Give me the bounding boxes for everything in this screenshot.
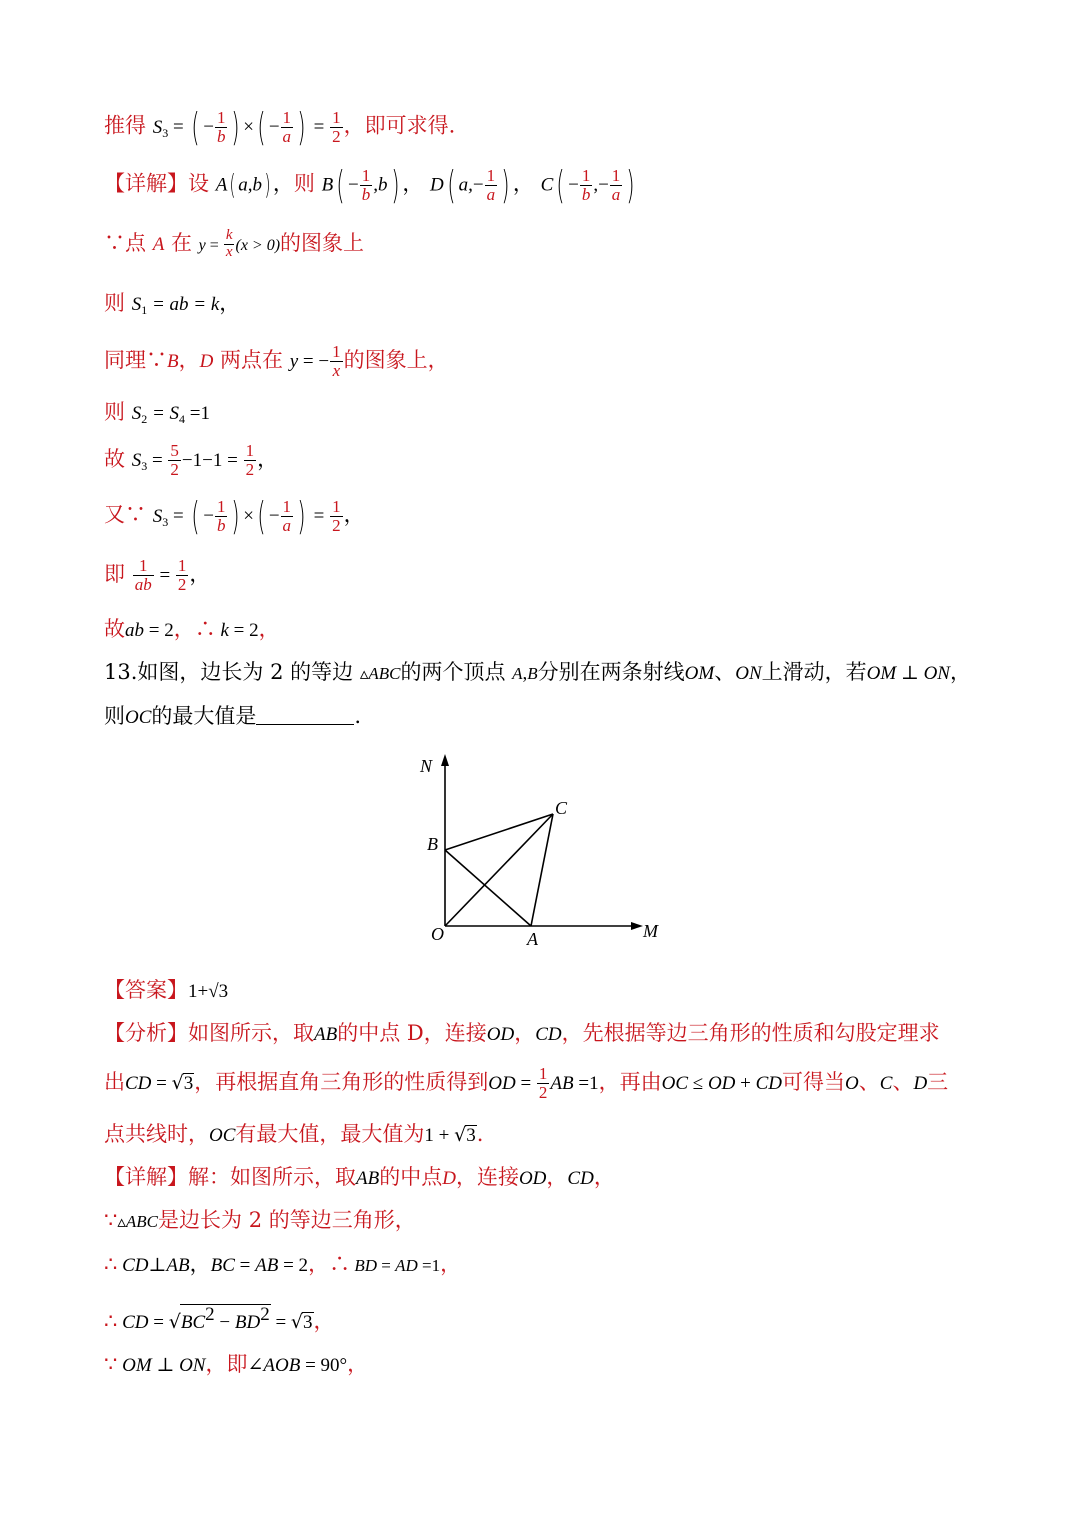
text: ，即 <box>205 1352 248 1376</box>
label-A: A <box>527 929 538 949</box>
text: ∴ <box>104 1252 118 1276</box>
fraction: $\frac{1}{2}$ <box>332 496 341 535</box>
question-13-line-2: 则OC的最大值是 . <box>104 704 362 728</box>
text: ∴ <box>104 1309 118 1333</box>
analysis-label: 【分析】 <box>104 1021 188 1045</box>
text: ∵点 <box>104 230 146 255</box>
text: 在 <box>170 230 192 255</box>
text: 的最大值是 <box>151 704 257 728</box>
math: − <box>268 116 280 138</box>
fraction: $\frac{1}{b}$ <box>216 107 226 146</box>
segment-BC <box>445 814 553 850</box>
text: 的中点 D，连接 <box>337 1021 487 1045</box>
fraction: $\frac{1}{2}$ <box>177 556 187 594</box>
text: ∵ <box>104 1208 118 1232</box>
line-10: 故ab = 2，∴ k = 2， <box>104 617 280 641</box>
math: ) <box>231 105 240 149</box>
detail-label: 【详解】 <box>104 1165 188 1189</box>
text: ，再根据直角三角形的性质得到 <box>194 1069 489 1094</box>
math: ( <box>556 163 565 207</box>
math: = <box>308 116 330 138</box>
math: ) <box>501 163 510 207</box>
line-5: 同理∵B，D 两点在 y = − $\frac{1}{x}$ 的图象上， <box>104 342 449 380</box>
text: 则 <box>104 704 125 728</box>
math: ( <box>336 163 345 207</box>
text: 则 <box>104 291 125 315</box>
text: ， <box>440 1252 462 1276</box>
text: ， <box>258 617 280 641</box>
text: 如图所示，取 <box>188 1021 314 1045</box>
text: 上滑动，若 <box>761 660 867 684</box>
detail-line-4: ∴ CD = $√BC^2 - BD^2 = √3$， <box>104 1304 335 1333</box>
analysis-line-2: 出CD = √3，再根据直角三角形的性质得到OD = $\frac{1}{2}$ AB =1，再由OC ≤ OD + CD可得当O、C、D三 <box>104 1064 949 1102</box>
math: A <box>215 174 228 196</box>
fraction: $\frac{1}{b}$ <box>581 165 591 204</box>
math: A <box>152 233 165 255</box>
detail-line-5: ∵ OM ⊥ ON，即∠AOB = 90°， <box>104 1352 369 1376</box>
text: ，∴ <box>173 617 216 641</box>
math: y <box>289 350 299 372</box>
answer-value: 1+√3 <box>188 981 229 1002</box>
math: = <box>168 116 189 138</box>
text: 解：如图所示，取 <box>188 1165 356 1189</box>
fraction: $\frac{1}{2}$ <box>538 1064 548 1102</box>
fraction: $\frac{1}{b}$ <box>361 165 371 204</box>
text: 可得当 <box>782 1069 846 1094</box>
math: $S_1$ = ab = k <box>131 294 220 317</box>
line-9: 即 $\frac{1}{ab}$ = $\frac{1}{2}$ ， <box>104 556 211 594</box>
text: ， <box>593 1165 615 1189</box>
segment-OC <box>445 814 553 926</box>
math: − <box>203 116 214 138</box>
answer-line <box>104 980 228 1001</box>
math: ( <box>257 105 266 149</box>
text: 点共线时， <box>104 1122 209 1146</box>
math: a,b <box>238 174 262 196</box>
fraction: $\frac{1}{x}$ <box>332 342 341 380</box>
text: 同理∵ <box>104 347 167 372</box>
segment-AB <box>445 850 531 926</box>
line-7: 故 $S_3$ = $\frac{5}{2}$ −1−1 = $\frac{1}{2}$ ， <box>104 441 279 479</box>
line-2: 【详解】设 A( a,b) ，则 B( − $\frac{1}{b}$ ,b) ， D( a,− $\frac{1}{a}$ ) ， C( − $\frac{1}{b}$ ,− $\frac{1}{a}$ ) <box>104 163 635 207</box>
analysis-line-1: 【分析】如图所示，取AB的中点 D，连接OD，CD，先根据等边三角形的性质和勾股定理求 <box>104 1021 940 1045</box>
math: $S_3$ <box>152 116 169 140</box>
line-8: 又∵ $S_3$ = ( − $\frac{1}{b}$ ) ×( − $\frac{1}{a}$ ) = $\frac{1}{2}$ ， <box>104 494 365 538</box>
math: ) <box>390 163 400 207</box>
text: 三 <box>927 1069 949 1094</box>
label-C: C <box>555 798 568 818</box>
text: 推得 <box>104 113 146 138</box>
text: 设 <box>188 171 209 196</box>
fraction: $\frac{1}{a}$ <box>486 165 496 204</box>
text: 两点在 <box>220 347 284 372</box>
fraction: $\frac{1}{2}$ <box>332 107 341 146</box>
line-3: ∵点 A 在 y = $\frac{k}{x}$ (x > 0)的图象上 <box>104 227 365 260</box>
geometry-figure <box>415 752 675 952</box>
text: 分别在两条射线 <box>537 660 685 684</box>
math: C <box>540 174 554 196</box>
text: ， <box>347 1352 369 1376</box>
text: 即 <box>104 561 125 586</box>
math: $S_2 = S_4$ <box>131 403 186 426</box>
math: ( <box>447 163 456 207</box>
text: ， <box>308 1252 330 1276</box>
math: $S_3$ <box>131 449 148 473</box>
text: 是边长为 2 的等边三角形， <box>158 1208 416 1232</box>
text: 故 <box>104 617 125 641</box>
fraction: $\frac{1}{a}$ <box>282 496 292 535</box>
math: ) <box>297 105 306 149</box>
text: ， <box>313 1309 335 1333</box>
fraction: $\frac{1}{ab}$ <box>134 556 152 594</box>
label-M: M <box>643 921 658 941</box>
text: 则 <box>104 400 125 424</box>
fraction: $\frac{1}{a}$ <box>282 107 292 146</box>
answer-label: 【答案】 <box>104 978 188 1002</box>
text: 有最大值，最大值为 <box>235 1122 425 1146</box>
arrow-M <box>631 922 643 930</box>
math: y <box>198 236 206 254</box>
math: ) <box>264 168 271 201</box>
fraction: $\frac{5}{2}$ <box>170 441 179 479</box>
math: ) <box>626 163 635 207</box>
text: 的中点 <box>379 1165 443 1189</box>
text: ，再由 <box>598 1069 662 1094</box>
detail-label: 【详解】 <box>104 171 188 196</box>
question-number: 13. <box>104 660 138 684</box>
math: ( <box>229 168 236 201</box>
line-6: 则 $S_2 = S_4 =1$ <box>104 400 210 426</box>
math: × <box>243 116 254 138</box>
arrow-N <box>441 754 449 766</box>
text: ∴ <box>329 1252 351 1276</box>
text: ， <box>949 660 971 684</box>
segment-CA <box>531 814 553 926</box>
math: ( <box>191 105 200 149</box>
line-1 <box>104 105 456 149</box>
analysis-line-3: 点共线时，OC有最大值，最大值为1 + √3. <box>104 1122 484 1146</box>
text: ，即可求得. <box>343 113 456 138</box>
text: . <box>354 704 362 728</box>
answer-blank <box>256 706 354 725</box>
text: 的图象上， <box>343 347 449 372</box>
text: 如图，边长为 2 的等边 <box>137 660 354 684</box>
text: 、 <box>714 660 736 684</box>
question-13-line-1: 13.如图，边长为 2 的等边 ▵ABC的两个顶点 A,B分别在两条射线OM、ON上滑动，若OM ⊥ ON， <box>104 660 971 684</box>
fraction: $\frac{k}{x}$ <box>225 227 233 260</box>
text: ∵ <box>104 1352 118 1376</box>
label-N: N <box>420 756 433 776</box>
label-O: O <box>431 924 444 944</box>
math: $S_3$ <box>152 505 169 529</box>
line-4: 则 $S_1$ = ab = k， <box>104 291 241 317</box>
text: 出 <box>104 1069 125 1094</box>
detail-line-2: ∵▵ABC是边长为 2 的等边三角形， <box>104 1208 416 1232</box>
fraction: $\frac{1}{a}$ <box>611 165 621 204</box>
text: 故 <box>104 446 125 471</box>
fraction: $\frac{1}{2}$ <box>245 441 255 479</box>
text: ，先根据等边三角形的性质和勾股定理求 <box>561 1021 940 1045</box>
math: D <box>430 174 444 196</box>
detail-line-3: ∴ CD⊥AB，BC = AB = 2，∴ BD = AD =1， <box>104 1252 462 1276</box>
text: 的两个顶点 <box>400 660 506 684</box>
text: ，连接 <box>455 1165 519 1189</box>
text: 又∵ <box>104 502 146 527</box>
fraction: $\frac{1}{b}$ <box>216 496 226 535</box>
text: . <box>476 1122 484 1146</box>
detail-line-1: 【详解】解：如图所示，取AB的中点D，连接OD，CD， <box>104 1165 615 1189</box>
text: 的图象上 <box>280 230 365 255</box>
math: B <box>321 174 334 196</box>
label-B: B <box>427 834 438 854</box>
